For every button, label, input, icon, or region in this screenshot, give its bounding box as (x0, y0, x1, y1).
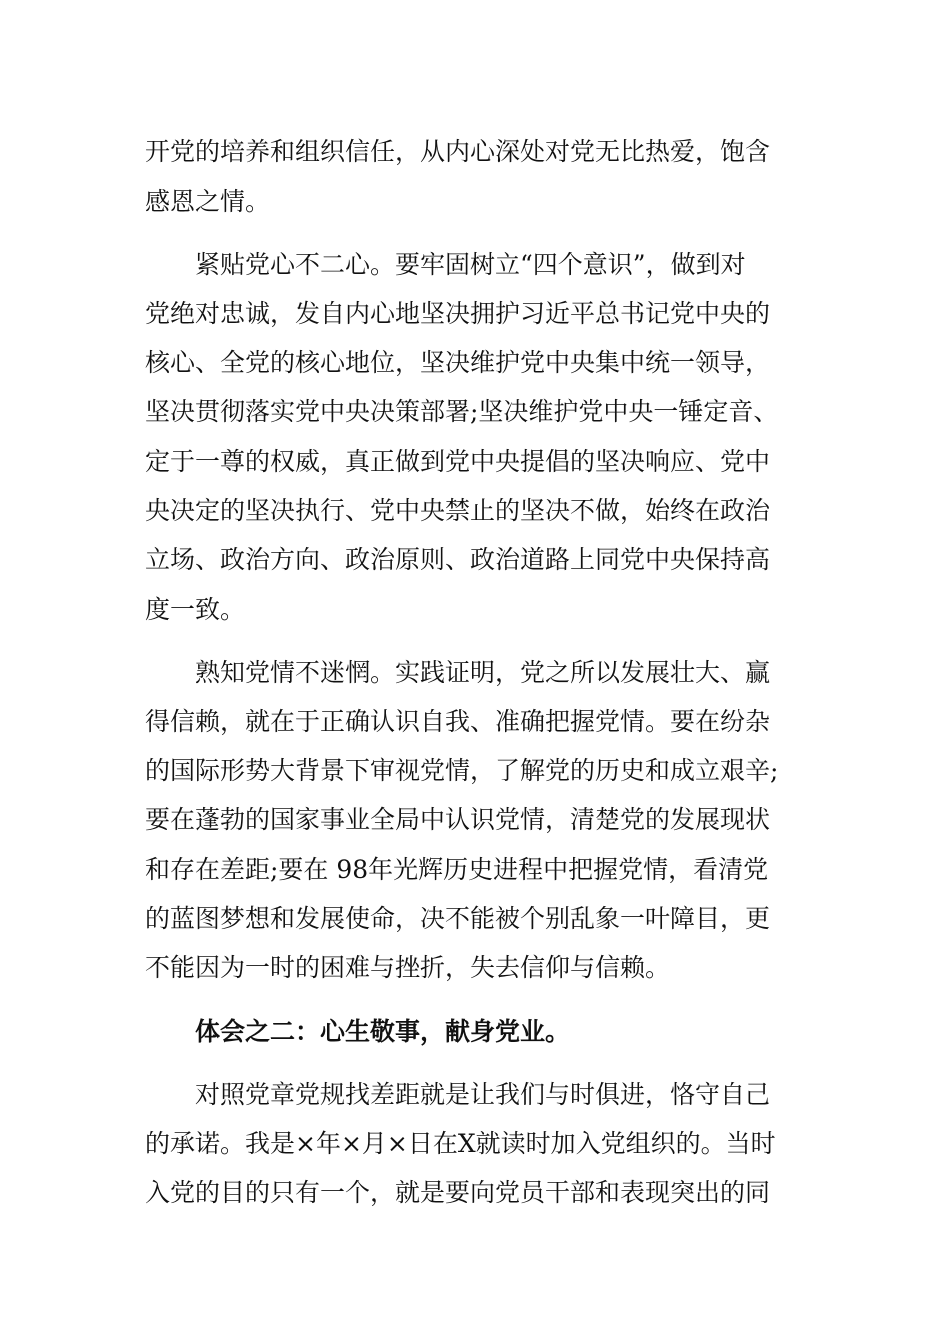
paragraph-start-line: 对照党章党规找差距就是让我们与时俱进，恪守自己 (195, 1080, 771, 1109)
text-line: 得信赖，就在于正确认识自我、准确把握党情。要在纷杂 (145, 707, 771, 736)
text-line: 和存在差距;要在 98年光辉历史进程中把握党情，看清党 (145, 855, 769, 884)
text-line: 开党的培养和组织信任，从内心深处对党无比热爱，饱含 (145, 137, 771, 166)
text-line: 不能因为一时的困难与挫折，失去信仰与信赖。 (145, 953, 671, 982)
text-line: 感恩之情。 (145, 187, 271, 216)
text-line: 的蓝图梦想和发展使命，决不能被个别乱象一叶障目，更 (145, 904, 771, 933)
text-line: 的国际形势大背景下审视党情，了解党的历史和成立艰辛; (145, 756, 779, 785)
text-line: 立场、政治方向、政治原则、政治道路上同党中央保持高 (145, 545, 771, 574)
text-line: 度一致。 (145, 595, 246, 624)
text-line: 入党的目的只有一个，就是要向党员干部和表现突出的同 (145, 1178, 771, 1207)
text-line: 坚决贯彻落实党中央决策部署;坚决维护党中央一锤定音、 (145, 397, 779, 426)
section-heading: 体会之二：心生敬事，献身党业。 (195, 1017, 571, 1046)
text-line: 核心、全党的核心地位，坚决维护党中央集中统一领导， (145, 348, 771, 377)
text-line: 的承诺。我是×年×月×日在X就读时加入党组织的。当时 (145, 1129, 776, 1158)
paragraph-start-line: 熟知党情不迷惘。实践证明，党之所以发展壮大、赢 (195, 658, 771, 687)
paragraph-start-line: 紧贴党心不二心。要牢固树立“四个意识”，做到对 (195, 250, 746, 279)
text-line: 央决定的坚决执行、党中央禁止的坚决不做，始终在政治 (145, 496, 771, 525)
text-line: 党绝对忠诚，发自内心地坚决拥护习近平总书记党中央的 (145, 299, 771, 328)
text-line: 要在蓬勃的国家事业全局中认识党情，清楚党的发展现状 (145, 805, 771, 834)
text-line: 定于一尊的权威，真正做到党中央提倡的坚决响应、党中 (145, 447, 771, 476)
